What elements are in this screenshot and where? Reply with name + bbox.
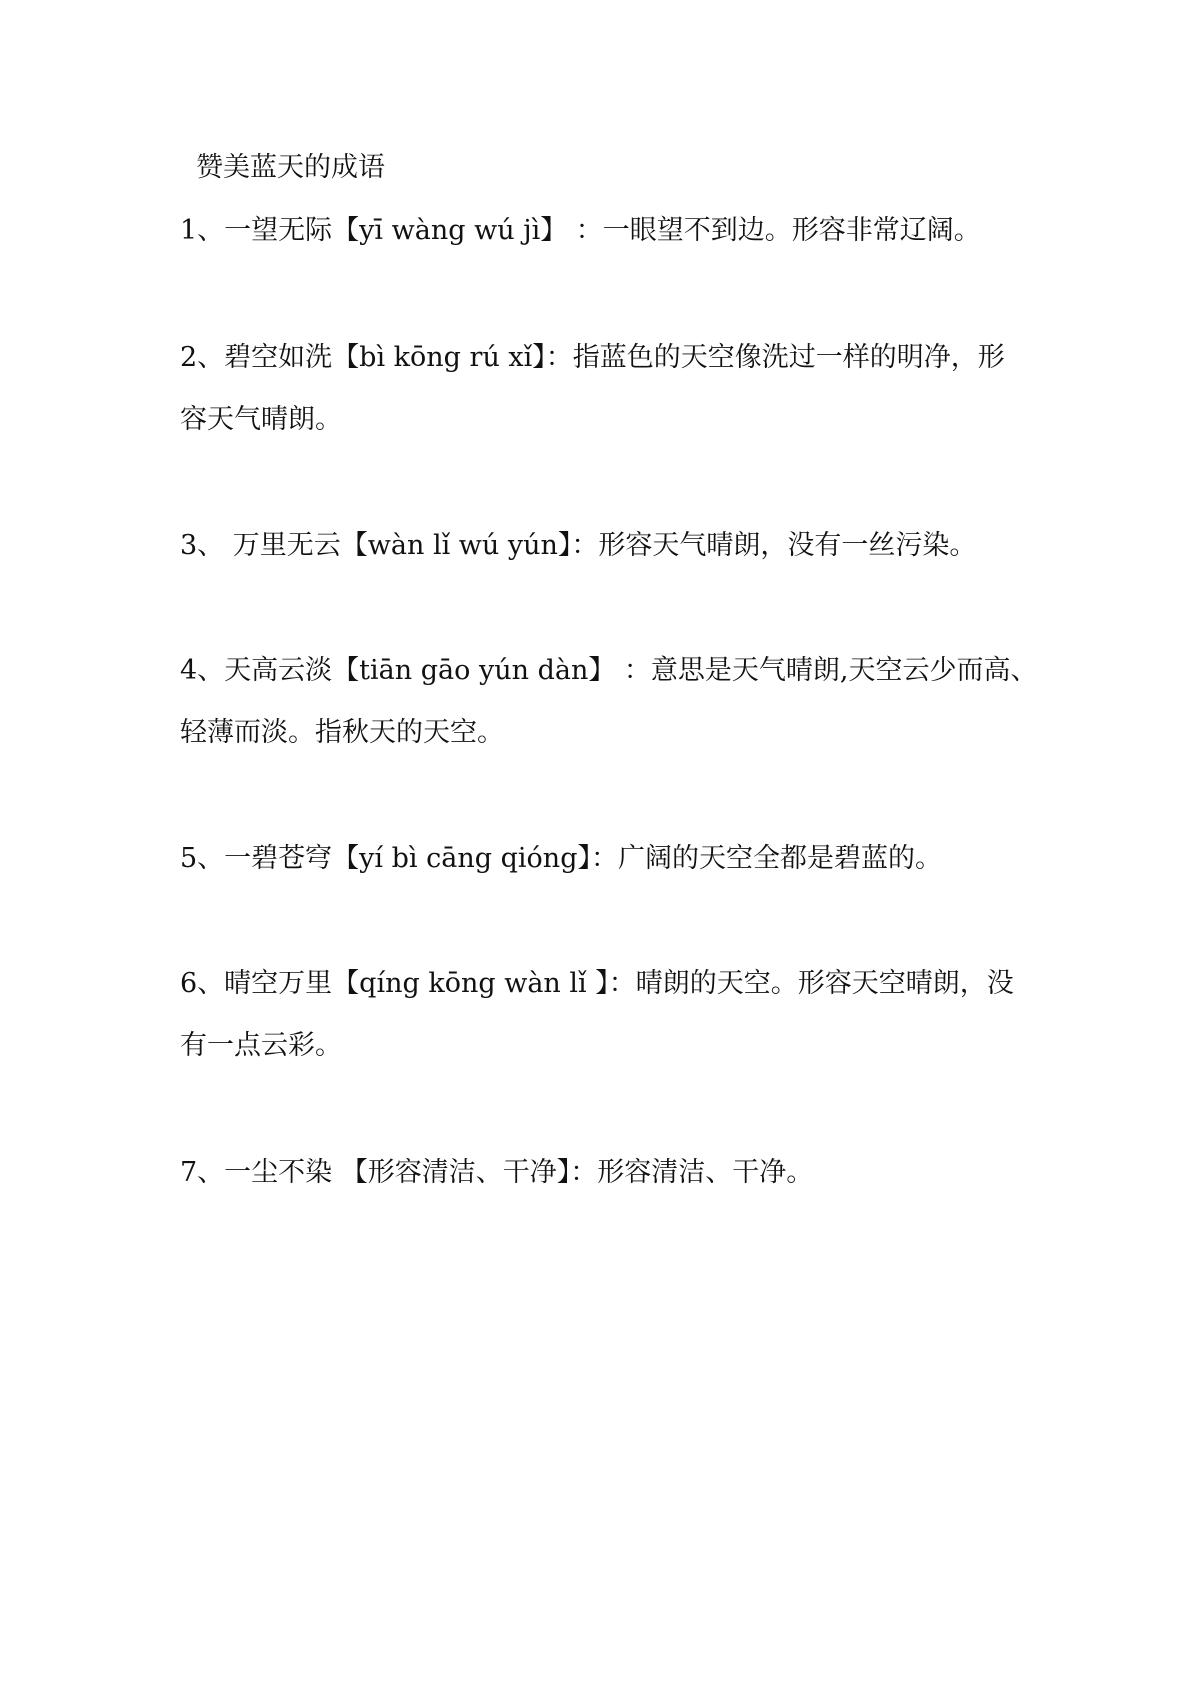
entry-line: 7、一尘不染 【形容清洁、干净】：形容清洁、干净。	[180, 1157, 814, 1188]
entry-line: 3、 万里无云【wàn lǐ wú yún】：形容天气晴朗，没有一丝污染。	[180, 530, 977, 561]
entry-line: 有一点云彩。	[180, 1030, 342, 1061]
entry-line: 轻薄而淡。指秋天的天空。	[180, 717, 504, 748]
entry-line: 容天气晴朗。	[180, 404, 342, 435]
entry-line: 6、晴空万里【qíng kōng wàn lǐ 】：晴朗的天空。形容天空晴朗，没	[180, 968, 1014, 999]
idiom-entry-5	[180, 828, 1100, 890]
entry-line: 1、一望无际【yī wàng wú jì】 ：一眼望不到边。形容非常辽阔。	[180, 215, 981, 246]
entry-line: 5、一碧苍穹【yí bì cāng qióng】：广阔的天空全都是碧蓝的。	[180, 843, 942, 874]
idiom-entry-6	[180, 953, 1100, 1077]
entry-line: 4、天高云淡【tiān gāo yún dàn】 ：意思是天气晴朗,天空云少而高、	[180, 655, 1038, 686]
idiom-entry-3	[180, 515, 1100, 577]
idiom-entry-2	[180, 327, 1100, 451]
idiom-entry-4	[180, 640, 1100, 764]
entry-line: 2、碧空如洗【bì kōng rú xǐ】：指蓝色的天空像洗过一样的明净，形	[180, 342, 1005, 373]
idiom-entry-1	[180, 200, 1100, 262]
idiom-entry-7	[180, 1142, 1100, 1204]
document-title: 赞美蓝天的成语	[196, 152, 385, 183]
